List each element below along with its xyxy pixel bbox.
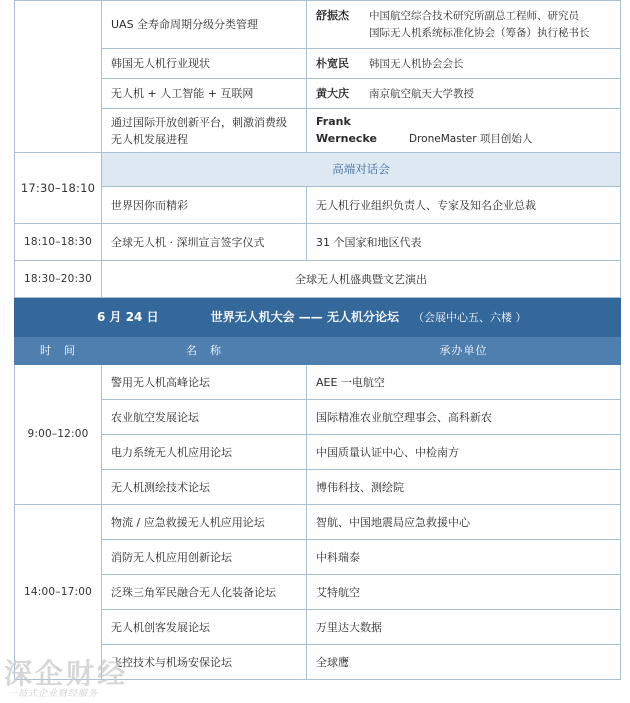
host-cell: 中科瑞泰 (307, 540, 621, 575)
speaker-name: 朴宽民 (316, 56, 349, 70)
host-cell: 无人机行业组织负责人、专家及知名企业总裁 (307, 187, 621, 224)
host-cell: 智航、中国地震局应急救援中心 (307, 505, 621, 540)
speaker-cell (307, 49, 621, 79)
speaker-name: Frank Wernecke (316, 115, 377, 145)
table-row (15, 505, 621, 540)
time-cell: 14:00–17:00 (15, 505, 102, 680)
speaker-cell (307, 109, 621, 153)
session-name: 电力系统无人机应用论坛 (102, 435, 307, 470)
time-cell (15, 1, 102, 153)
column-header-time: 时 间 (15, 337, 102, 365)
speaker-cell (307, 1, 621, 49)
session-name (102, 109, 307, 153)
day-header (15, 298, 621, 337)
table-row (15, 540, 621, 575)
host-cell: 博伟科技、测绘院 (307, 470, 621, 505)
day-venue: （会展中心五、六楼 ） (412, 310, 527, 324)
time-cell: 18:30–20:30 (15, 261, 102, 298)
session-name: 物流 / 应急救援无人机应用论坛 (102, 505, 307, 540)
host-cell: 艾特航空 (307, 575, 621, 610)
table-row (15, 435, 621, 470)
column-header-host: 承办单位 (307, 337, 621, 365)
table-row (15, 261, 621, 298)
speaker-role: 南京航空航天大学教授 (369, 87, 474, 100)
table-row (15, 400, 621, 435)
table-row (15, 79, 621, 109)
speaker-role: DroneMaster 项目创始人 (409, 133, 533, 145)
watermark-subtitle: 一站式企业财经服务 (8, 689, 99, 699)
table-row (15, 575, 621, 610)
speaker-role-2: 国际无人机系统标准化协会（筹备）执行秘书长 (369, 27, 590, 39)
session-name: 飞控技术与机场安保论坛 (102, 645, 307, 680)
time-cell: 18:10–18:30 (15, 224, 102, 261)
schedule-table (14, 0, 621, 680)
table-row (15, 224, 621, 261)
session-name: 无人机创客发展论坛 (102, 610, 307, 645)
table-row (15, 610, 621, 645)
session-name: 全球无人机盛典暨文艺演出 (102, 261, 621, 298)
host-cell: 万里达大数据 (307, 610, 621, 645)
session-name: 警用无人机高峰论坛 (102, 365, 307, 400)
host-cell: 中国质量认证中心、中检南方 (307, 435, 621, 470)
session-name-line-1: 通过国际开放创新平台，刺激消费级 (111, 115, 287, 129)
table-row (15, 470, 621, 505)
session-name: 全球无人机 · 深圳宣言签字仪式 (102, 224, 307, 261)
watermark: 深企财经 (4, 657, 129, 690)
speaker-role: 韩国无人机协会会长 (369, 57, 464, 70)
column-header-name: 名 称 (102, 337, 307, 365)
session-name: 韩国无人机行业现状 (102, 49, 307, 79)
host-cell: 国际精准农业航空理事会、高科新农 (307, 400, 621, 435)
time-cell: 17:30–18:10 (15, 153, 102, 224)
session-name: 世界因你而精彩 (102, 187, 307, 224)
session-name: 泛珠三角军民融合无人化装备论坛 (102, 575, 307, 610)
session-name: 无人机测绘技术论坛 (102, 470, 307, 505)
speaker-name: 黄大庆 (316, 86, 349, 100)
subheading: 高端对话会 (102, 153, 621, 187)
table-row (15, 1, 621, 49)
session-name-line-2: 无人机发展进程 (111, 132, 188, 146)
host-cell: 31 个国家和地区代表 (307, 224, 621, 261)
table-row (15, 187, 621, 224)
host-cell: 全球鹰 (307, 645, 621, 680)
time-cell: 9:00–12:00 (15, 365, 102, 505)
session-name: 农业航空发展论坛 (102, 400, 307, 435)
table-row (15, 365, 621, 400)
session-name: 消防无人机应用创新论坛 (102, 540, 307, 575)
table-row (15, 109, 621, 153)
speaker-name: 舒振杰 (316, 9, 349, 22)
host-cell: AEE 一电航空 (307, 365, 621, 400)
session-name: 无人机 + 人工智能 + 互联网 (102, 79, 307, 109)
speaker-role: 中国航空综合技术研究所副总工程师、研究员 (369, 10, 579, 22)
day-date: 6 月 24 日 (97, 309, 159, 324)
table-row (15, 153, 621, 187)
day-title: 世界无人机大会 —— 无人机分论坛 (210, 309, 399, 324)
column-header-row (15, 337, 621, 365)
speaker-cell (307, 79, 621, 109)
table-row (15, 49, 621, 79)
session-name: UAS 全寿命周期分级分类管理 (102, 1, 307, 49)
